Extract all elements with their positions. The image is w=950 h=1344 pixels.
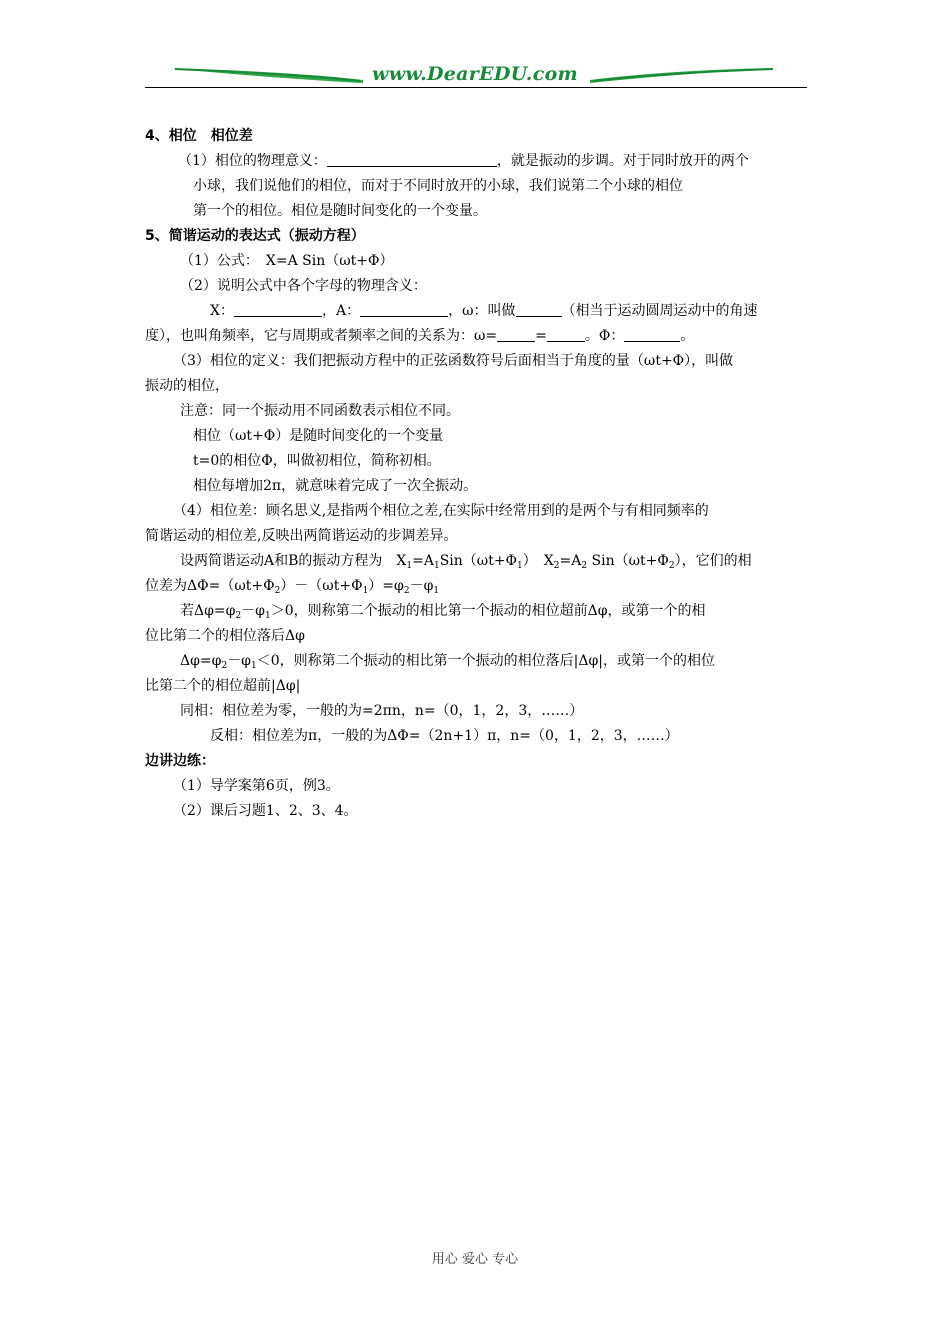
subscript: 2 xyxy=(403,586,410,596)
document-body xyxy=(145,124,807,824)
note-line: 相位每增加2π，就意味着完成了一次全振动。 xyxy=(193,478,478,494)
subscript: 1 xyxy=(433,561,440,571)
fill-blank xyxy=(547,326,585,342)
subscript: 1 xyxy=(433,586,440,596)
paragraph-line: 振动的相位， xyxy=(145,378,229,394)
text-fragment: ＜0，则称第二个振动的相比第一个振动的相位落后|Δφ|，或第一个的相位 xyxy=(256,653,715,669)
paragraph-line: （4）相位差：顾名思义,是指两个相位之差,在实际中经常用到的是两个与有相同频率的 xyxy=(173,503,709,519)
paragraph-line: 简谐运动的相位差,反映出两简谐运动的步调差异。 xyxy=(145,528,458,544)
text-fragment: 设两简谐运动A和B的振动方程为 X xyxy=(180,553,407,569)
subscript: 1 xyxy=(517,561,523,571)
practice-title: 边讲边练： xyxy=(145,753,215,769)
fill-blank xyxy=(360,301,448,317)
text-fragment: －φ xyxy=(241,603,265,619)
text-fragment: 若Δφ=φ xyxy=(180,603,236,619)
text-fragment: ），它们的相 xyxy=(674,553,752,569)
subscript: 1 xyxy=(362,586,369,596)
text-fragment: 位差为ΔΦ=（ωt+Φ xyxy=(145,578,275,594)
text-fragment: ） X xyxy=(522,553,554,569)
text-fragment: =A xyxy=(559,553,582,569)
paragraph-line: 比第二个的相位超前|Δφ| xyxy=(145,678,301,694)
text-fragment: ，ω：叫做 xyxy=(448,303,516,319)
subscript: 2 xyxy=(581,561,588,571)
text-fragment: －φ xyxy=(227,653,251,669)
subscript: 1 xyxy=(265,611,271,621)
section-4-title: 4、相位 相位差 xyxy=(145,128,253,144)
note-line: 注意：同一个振动用不同函数表示相位不同。 xyxy=(180,403,460,419)
fill-blank xyxy=(327,151,497,167)
subscript: 2 xyxy=(553,561,560,571)
text-fragment: －φ xyxy=(409,578,434,594)
paragraph-line: （2）说明公式中各个字母的物理含义： xyxy=(180,278,427,294)
in-phase-line: 同相：相位差为零，一般的为=2πn，n=（0，1，2，3，……） xyxy=(180,703,584,719)
phase-meaning-line xyxy=(145,149,807,174)
angular-frequency-line xyxy=(145,324,807,349)
site-logo-text: www.DearEDU.com xyxy=(372,63,578,85)
text-fragment: Δφ=φ xyxy=(180,653,222,669)
variables-line xyxy=(145,299,807,324)
paragraph-line: （3）相位的定义：我们把振动方程中的正弦函数符号后面相当于角度的量（ωt+Φ），叫做 xyxy=(173,353,734,369)
fill-blank xyxy=(234,301,322,317)
paragraph-line: 小球，我们说他们的相位，而对于不同时放开的小球，我们说第二个小球的相位 xyxy=(193,178,683,194)
fill-blank xyxy=(516,301,562,317)
anti-phase-line: 反相：相位差为π，一般的为ΔΦ=（2n+1）π，n=（0，1，2，3，……） xyxy=(210,728,679,744)
page-footer: 用心 爱心 专心 xyxy=(431,1252,519,1267)
section-5-title: 5、简谐运动的表达式（振动方程） xyxy=(145,228,365,244)
phase-difference-line xyxy=(145,574,807,599)
text-fragment: X： xyxy=(210,303,234,319)
lag-line xyxy=(145,649,807,674)
fill-blank xyxy=(497,326,535,342)
header-divider xyxy=(145,87,807,88)
note-line: 相位（ωt+Φ）是随时间变化的一个变量 xyxy=(193,428,444,444)
text-fragment: 度），也叫角频率，它与周期或者频率之间的关系为：ω= xyxy=(145,328,498,344)
practice-item: （2）课后习题1、2、3、4。 xyxy=(173,803,358,819)
text-fragment: ＞0，则称第二个振动的相比第一个振动的相位超前Δφ，或第一个的相 xyxy=(270,603,706,619)
equations-line xyxy=(145,549,807,574)
text-fragment: 。 xyxy=(680,328,695,344)
text-fragment: ，就是振动的步调。对于同时放开的两个 xyxy=(496,153,749,169)
text-fragment: =A xyxy=(412,553,434,569)
paragraph-line: 第一个的相位。相位是随时间变化的一个变量。 xyxy=(193,203,487,219)
fill-blank xyxy=(624,326,680,342)
subscript: 1 xyxy=(251,661,257,671)
text-fragment: （相当于运动圆周运动中的角速 xyxy=(561,303,758,319)
text-fragment: Sin（ωt+Φ xyxy=(587,553,669,569)
text-fragment: ）=φ xyxy=(368,578,404,594)
subscript: 2 xyxy=(221,661,228,671)
text-fragment: Sin（ωt+Φ xyxy=(439,553,518,569)
formula-line: （1）公式： X=A Sin（ωt+Φ） xyxy=(180,253,394,269)
subscript: 1 xyxy=(406,561,413,571)
subscript: 2 xyxy=(668,561,675,571)
note-line: t=0的相位Φ，叫做初相位，简称初相。 xyxy=(193,453,441,469)
page-header xyxy=(145,60,807,92)
text-fragment: 。Φ： xyxy=(584,328,625,344)
subscript: 2 xyxy=(274,586,281,596)
text-fragment: ，A： xyxy=(321,303,361,319)
lead-line xyxy=(145,599,807,624)
subscript: 2 xyxy=(235,611,242,621)
text-fragment: ）－（ωt+Φ xyxy=(280,578,363,594)
paragraph-line: 位比第二个的相位落后Δφ xyxy=(145,628,305,644)
text-fragment: = xyxy=(535,328,547,344)
practice-item: （1）导学案第6页，例3。 xyxy=(173,778,340,794)
text-fragment: （1）相位的物理意义： xyxy=(178,153,327,169)
